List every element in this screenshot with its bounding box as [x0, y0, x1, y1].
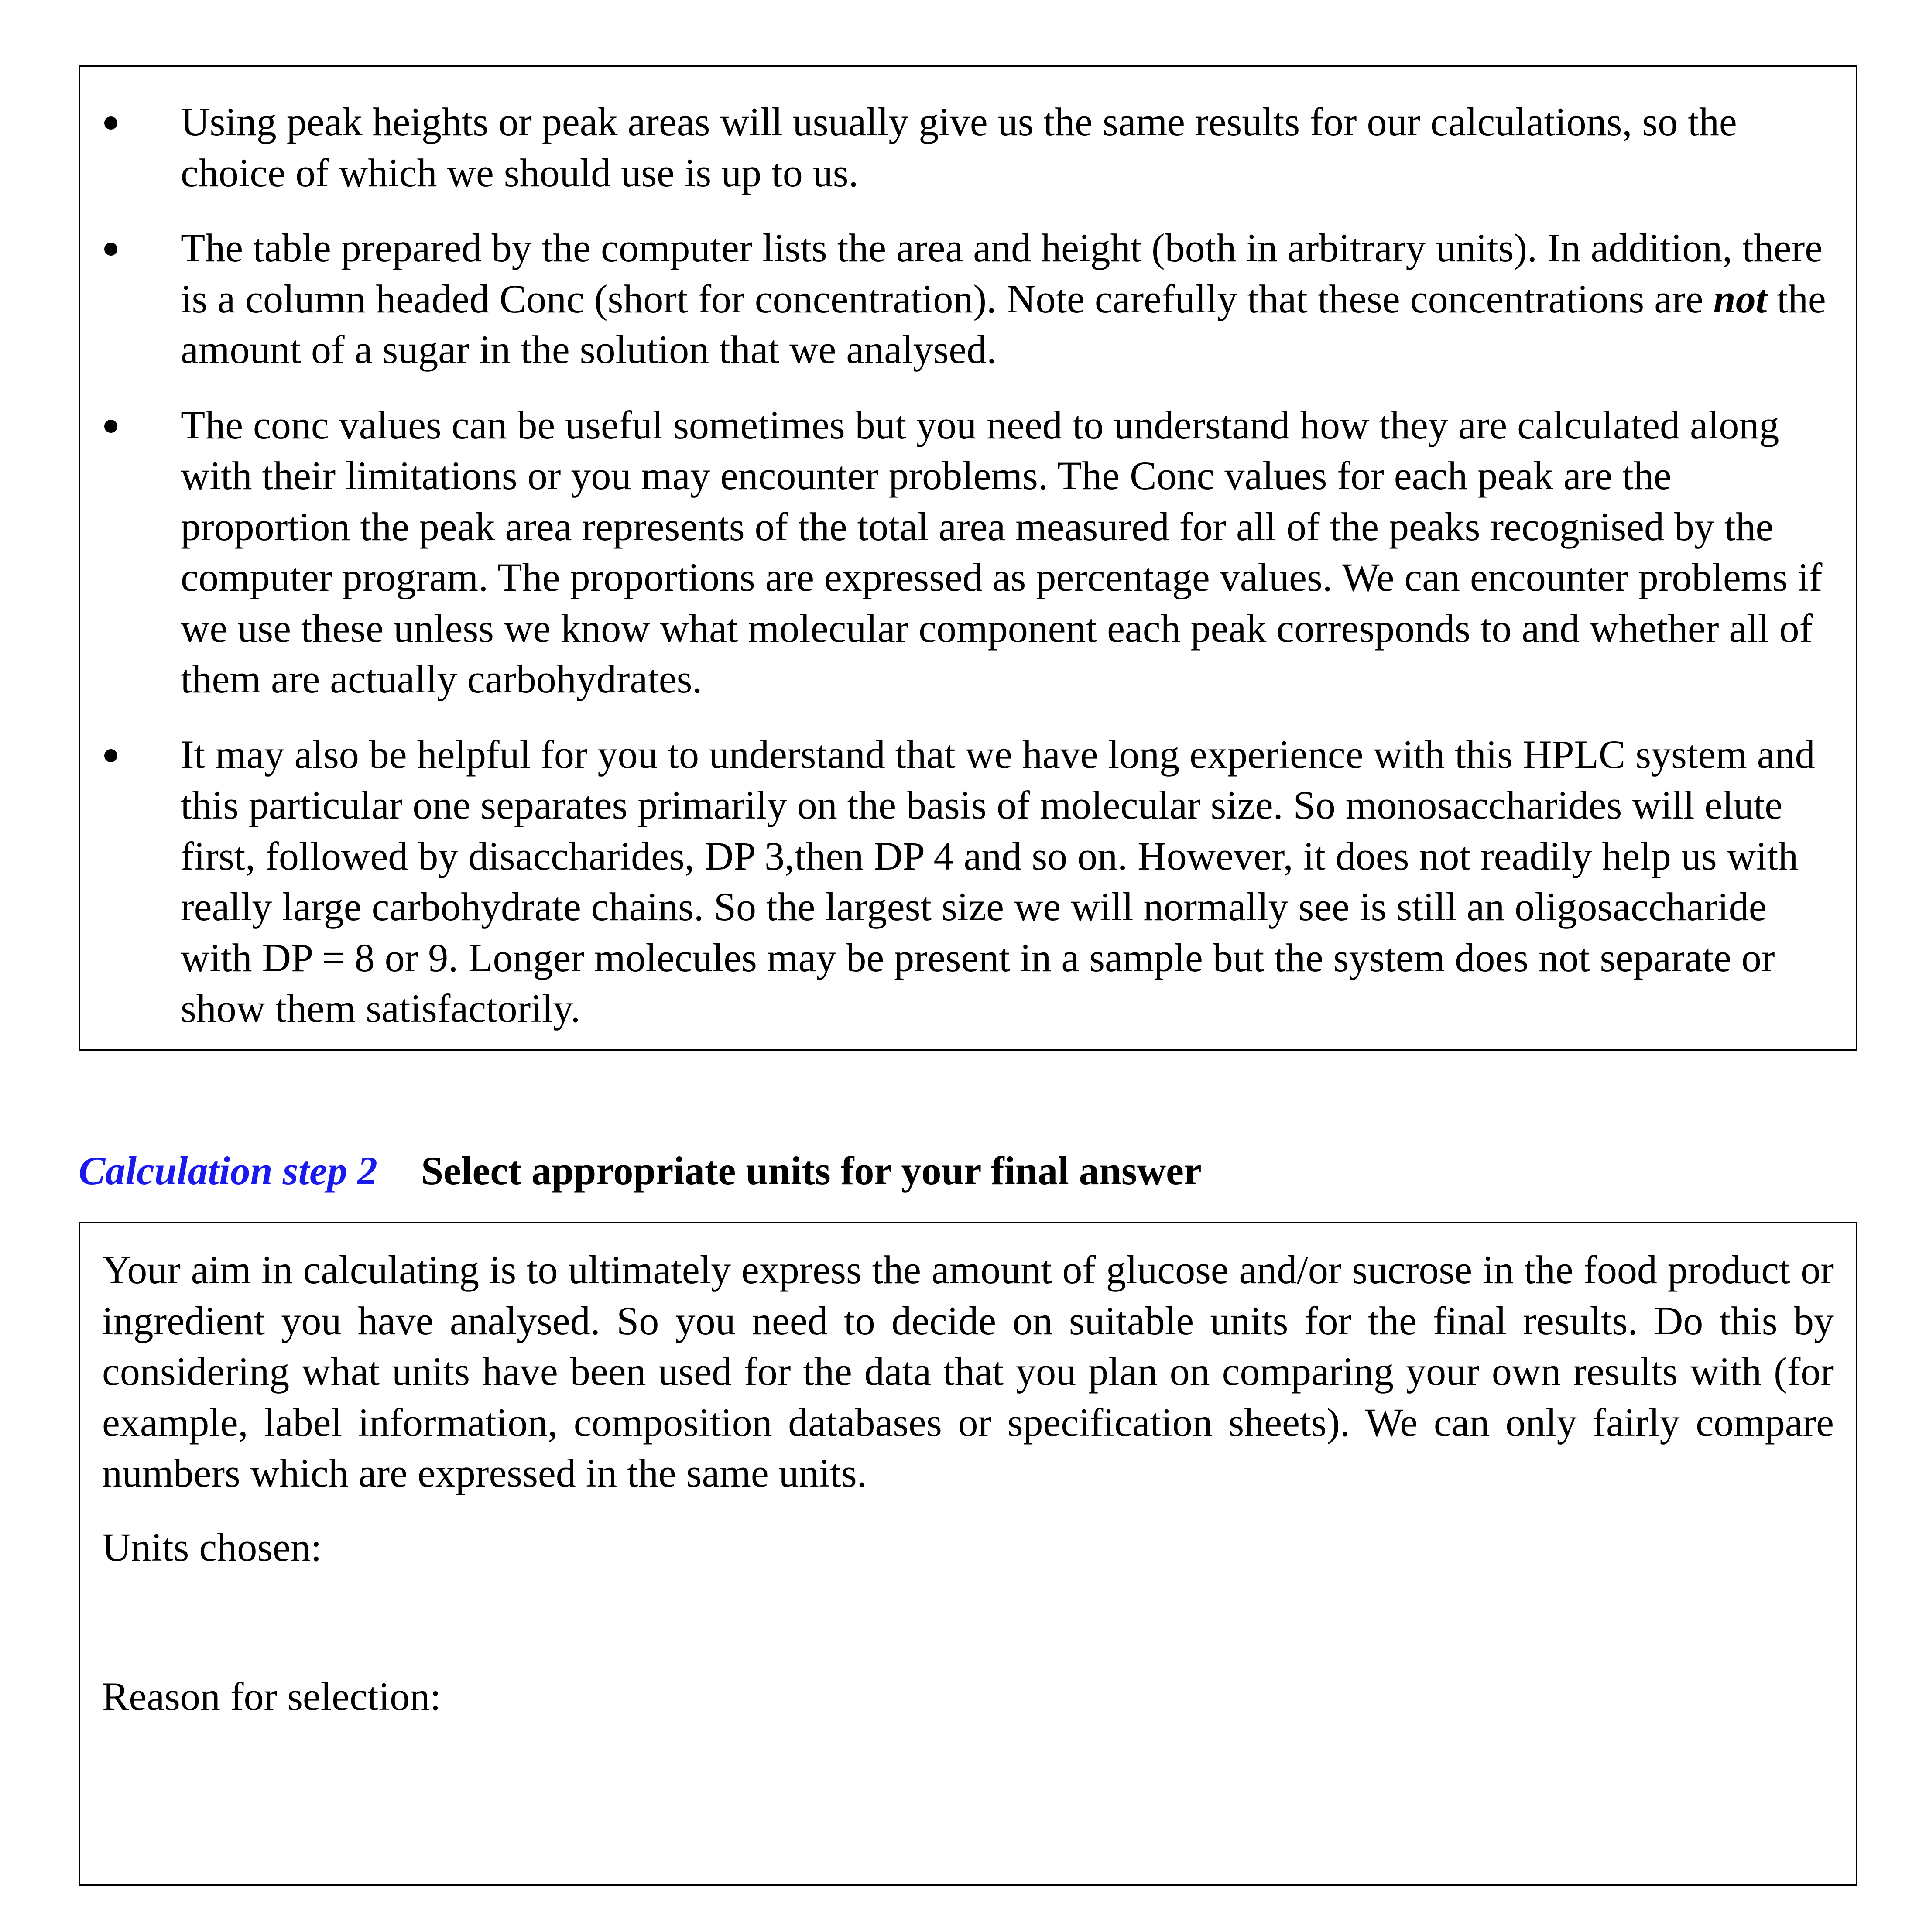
bullet-text: The conc values can be useful sometimes but you need to understand how they are calculated along with their limitations or you may encounter problems. The Conc values for each peak are the proportion the peak area represents of the total area measured for all of the peaks recognised by the computer program. The proportions are expressed as percentage values. We can encounter problems if we use these unless we know what molecular component each peak corresponds to and whether all of them are actually carbohydrates.: [181, 402, 1823, 701]
section-title: Select appropriate units for your final answer: [421, 1148, 1202, 1193]
bullet-text-before: The table prepared by the computer lists the area and height (both in arbitrary units). In addition, there is a column headed Conc (short for concentration). Note carefully that these concentrations are: [181, 226, 1823, 321]
bullet-item: [80, 400, 1856, 705]
reason-field[interactable]: [102, 1726, 1834, 1874]
units-chosen-label: Units chosen:: [102, 1525, 322, 1569]
reason-label: Reason for selection:: [102, 1674, 441, 1719]
bullet-icon: [104, 243, 117, 256]
bullet-item: [80, 729, 1856, 1034]
units-chosen-field[interactable]: [102, 1577, 1834, 1664]
notes-bullet-list: [80, 96, 1856, 1058]
bullet-item: [80, 223, 1856, 375]
step-label: Calculation step 2: [79, 1148, 377, 1193]
bullet-icon: [104, 749, 117, 762]
bullet-text: It may also be helpful for you to understand that we have long experience with this HPLC system and this particular one separates primarily on the basis of molecular size. So monosaccharides will elute first, followed by disaccharides, DP 3,then DP 4 and so on. However, it does not readily help us with really large carbohydrate chains. So the largest size we will normally see is still an oligosaccharide with DP = 8 or 9. Longer molecules may be present in a sample but the system does not separate or show them satisfactorily.: [181, 732, 1815, 1031]
notes-box: [79, 65, 1857, 1051]
bullet-text-after: the amount of a sugar in the solution that we analysed.: [181, 276, 1826, 372]
instructions-text: Your aim in calculating is to ultimately express the amount of glucose and/or sucrose in the food product or ingredient you have analysed. So you need to decide on suitable units for the final results. Do this by considering what units have been used for the data that you plan on comparing your own results with (for example, label information, composition databases or specification sheets). We can only fairly compare numbers which are expressed in the same units.: [102, 1247, 1834, 1495]
bullet-icon: [104, 116, 117, 130]
bullet-item: [80, 96, 1856, 198]
bullet-emphasis: not: [1713, 276, 1767, 321]
answer-box: [79, 1222, 1857, 1886]
bullet-icon: [104, 420, 117, 433]
section-heading: [79, 1145, 1202, 1196]
bullet-text: Using peak heights or peak areas will usually give us the same results for our calculations, so the choice of which we should use is up to us.: [181, 99, 1737, 195]
